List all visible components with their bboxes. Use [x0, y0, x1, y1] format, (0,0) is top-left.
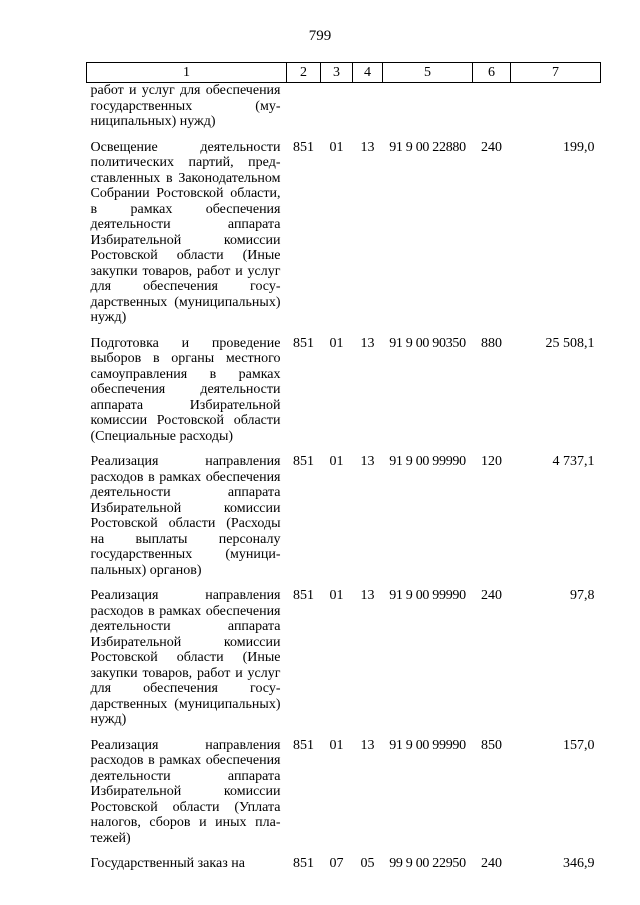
row-ministry-code: 851: [293, 737, 314, 753]
row-section-code: 01: [329, 454, 344, 469]
column-header-1: 1: [87, 63, 287, 83]
row-subsection-code: 13: [360, 139, 375, 155]
row-section-code: 01: [329, 588, 344, 603]
row-expense-type: 120: [481, 454, 502, 469]
row-subsection-code: 13: [360, 335, 375, 351]
column-header-6: 6: [473, 63, 511, 83]
row-amount: 199,0: [563, 139, 595, 155]
row-amount: 157,0: [563, 737, 595, 753]
row-target-code: 99 9 00 22950: [389, 856, 466, 871]
row-subsection-code: 13: [360, 737, 375, 753]
row-target-code: 91 9 00 99990: [389, 588, 466, 603]
column-header-5: 5: [383, 63, 473, 83]
table-row: [87, 83, 601, 140]
row-ministry-code: 851: [293, 856, 314, 871]
row-subsection-code: [353, 83, 383, 140]
table-header: [87, 63, 601, 83]
row-expense-type: 880: [481, 335, 502, 351]
row-subsection-code: 05: [360, 856, 375, 871]
column-header-3: 3: [321, 63, 353, 83]
table-row: [87, 588, 601, 738]
row-target-code: 91 9 00 99990: [389, 737, 466, 753]
row-description: работ и услуг для обеспечения государственных (муниципальных) нужд): [90, 83, 281, 129]
row-section-code: 01: [329, 335, 344, 351]
row-amount: [511, 83, 601, 140]
row-ministry-code: 851: [293, 588, 314, 603]
row-description: Реализация направления расходов в рамках обеспечения деятельности аппарата Избирательной комиссии Ростовской области (Иные закупки товаров, работ и услуг для обеспечения государственных (муниципальных) нужд): [90, 588, 281, 727]
row-amount: 346,9: [563, 856, 595, 871]
table-body: [87, 83, 601, 882]
row-ministry-code: 851: [293, 454, 314, 469]
row-expense-type: 240: [481, 139, 502, 155]
row-amount: 97,8: [570, 588, 595, 603]
row-amount: 4 737,1: [552, 454, 595, 469]
row-description: Реализация направления расходов в рамках обеспечения деятельности аппарата Избирательной комиссии Ростовской области (Уплата налогов, сборов и иных платежей): [90, 737, 281, 846]
row-description: Освещение деятельности политических партий, представленных в Законодательном Собрании Ростовской области, в рамках обеспечения деятельности аппарата Избирательной комиссии Ростовской области (Иные закупки товаров, работ и услуг для обеспечения государственных (муниципальных) нужд): [90, 139, 281, 325]
table-row: [87, 856, 601, 882]
table-row: [87, 336, 601, 455]
row-expense-type: [473, 83, 511, 140]
row-amount: 25 508,1: [545, 335, 595, 351]
table-row: [87, 140, 601, 336]
page-number: 799: [308, 28, 332, 44]
column-header-4: 4: [353, 63, 383, 83]
row-subsection-code: 13: [360, 454, 375, 469]
row-target-code: 91 9 00 90350: [389, 335, 466, 351]
row-expense-type: 850: [481, 737, 502, 753]
row-section-code: 07: [329, 856, 344, 871]
row-section-code: 01: [329, 737, 344, 753]
row-target-code: 91 9 00 99990: [389, 454, 466, 469]
row-section-code: 01: [329, 139, 344, 155]
column-header-2: 2: [287, 63, 321, 83]
row-description: Государственный заказ на: [90, 856, 245, 871]
row-expense-type: 240: [481, 588, 502, 603]
column-header-7: 7: [511, 63, 601, 83]
row-target-code: 91 9 00 22880: [389, 139, 466, 155]
header-row: [87, 63, 601, 83]
row-ministry-code: 851: [293, 335, 314, 351]
row-description: Подготовка и проведение выборов в органы местного самоуправления в рамках обеспечения деятельности аппарата Избирательной комиссии Ростовской области (Специальные расходы): [90, 335, 281, 444]
budget-table: [86, 62, 601, 882]
table-row: [87, 738, 601, 857]
row-subsection-code: 13: [360, 588, 375, 603]
row-ministry-code: 851: [293, 139, 314, 155]
row-section-code: [321, 83, 353, 140]
row-target-code: [383, 83, 473, 140]
row-description: Реализация направления расходов в рамках обеспечения деятельности аппарата Избирательной комиссии Ростовской области (Расходы на выплаты персоналу государственных (муниципальных) органов): [90, 454, 281, 578]
row-expense-type: 240: [481, 856, 502, 871]
table-row: [87, 454, 601, 588]
row-ministry-code: [287, 83, 321, 140]
